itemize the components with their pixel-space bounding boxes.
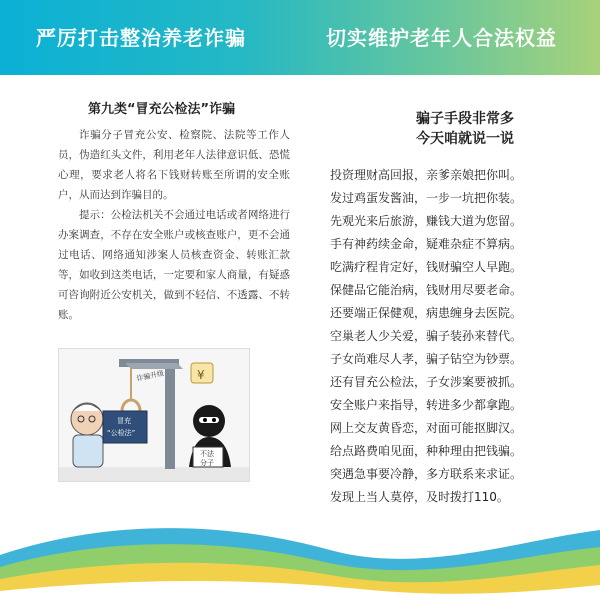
money-bag-icon bbox=[191, 363, 213, 383]
rhyme-line: 投资理财高回报，亲爹亲娘把你叫。 bbox=[330, 168, 523, 182]
rhyme-line: 还有冒充公检法，子女涉案要被抓。 bbox=[330, 375, 523, 389]
rhyme-line: 子女尚难尽人孝，骗子钻空为钞票。 bbox=[330, 352, 523, 366]
rhyme-line: 先观光来后旅游，赚钱大道为您留。 bbox=[330, 214, 523, 228]
money-symbol: ¥ bbox=[197, 368, 205, 382]
section-title: 第九类“冒充公检法”诈骗 bbox=[88, 102, 236, 117]
rhyme-line: 安全账户来指导，转进多少都拿跑。 bbox=[330, 398, 523, 412]
rhyme-list bbox=[330, 164, 580, 509]
rhyme-title-line2: 今天咱就说一说 bbox=[416, 131, 514, 147]
rhyme-line: 网上交友黄昏恋，对面可能抠脚汉。 bbox=[330, 421, 523, 435]
rhyme-line: 手有神药续金命，疑难杂症不算病。 bbox=[330, 237, 523, 251]
fraud-tip: 提示：公检法机关不会通过电话或者网络进行办案调查，不存在安全账户或核查账户，更不会通过电话、网络通知涉案人员核查资金、转账汇款等，如收到这类电话，一定要和家人商量，有疑惑可咨询附近公安机关，做到不轻信、不透露、不转账。 bbox=[58, 209, 290, 321]
left-column bbox=[58, 98, 290, 325]
bottom-wave-decoration bbox=[0, 495, 600, 600]
rhyme-title-line1: 骗子手段非常多 bbox=[416, 111, 514, 127]
illustration-svg bbox=[59, 349, 249, 481]
header-right-title: 切实维护老年人合法权益 bbox=[326, 26, 557, 50]
rhyme-line: 给点路费咱见面，种种理由把钱骗。 bbox=[330, 444, 523, 458]
thief-label-1: 不法 bbox=[200, 450, 214, 458]
gallows-label: 诈骗升级 bbox=[135, 369, 165, 383]
header-left-title: 严厉打击整治养老诈骗 bbox=[36, 26, 246, 50]
elderly-man-icon bbox=[71, 403, 103, 467]
header-banner bbox=[0, 0, 600, 75]
rhyme-line: 空巢老人少关爱，骗子装孙来替代。 bbox=[330, 329, 523, 343]
rhyme-line: 吃满疗程肯定好，钱财骗空人早跑。 bbox=[330, 260, 523, 274]
sign-text-2: “公检法” bbox=[107, 429, 136, 437]
fraud-illustration bbox=[58, 348, 250, 482]
fraud-description: 诈骗分子冒充公安、检察院、法院等工作人员，伪造红头文件，利用老年人法律意识低、恐慌心理，要求老人将名下钱财转账至所谓的安全账户，从而达到诈骗目的。 bbox=[58, 129, 290, 201]
rhyme-line: 发过鸡蛋发酱油，一步一坑把你装。 bbox=[330, 191, 523, 205]
rhyme-line: 还要端正保健观，病患缠身去医院。 bbox=[330, 306, 523, 320]
rhyme-line: 突遇急事要冷静，多方联系来求证。 bbox=[330, 467, 523, 481]
thief-label-2: 分子 bbox=[200, 459, 214, 467]
fake-police-sign-icon bbox=[103, 411, 147, 443]
right-column bbox=[330, 108, 580, 509]
rhyme-line: 发现上当人莫停，及时拨打110。 bbox=[330, 490, 509, 504]
sign-text-1: 冒充 bbox=[117, 417, 131, 425]
rhyme-line: 保健品它能治病，钱财用尽要老命。 bbox=[330, 283, 523, 297]
